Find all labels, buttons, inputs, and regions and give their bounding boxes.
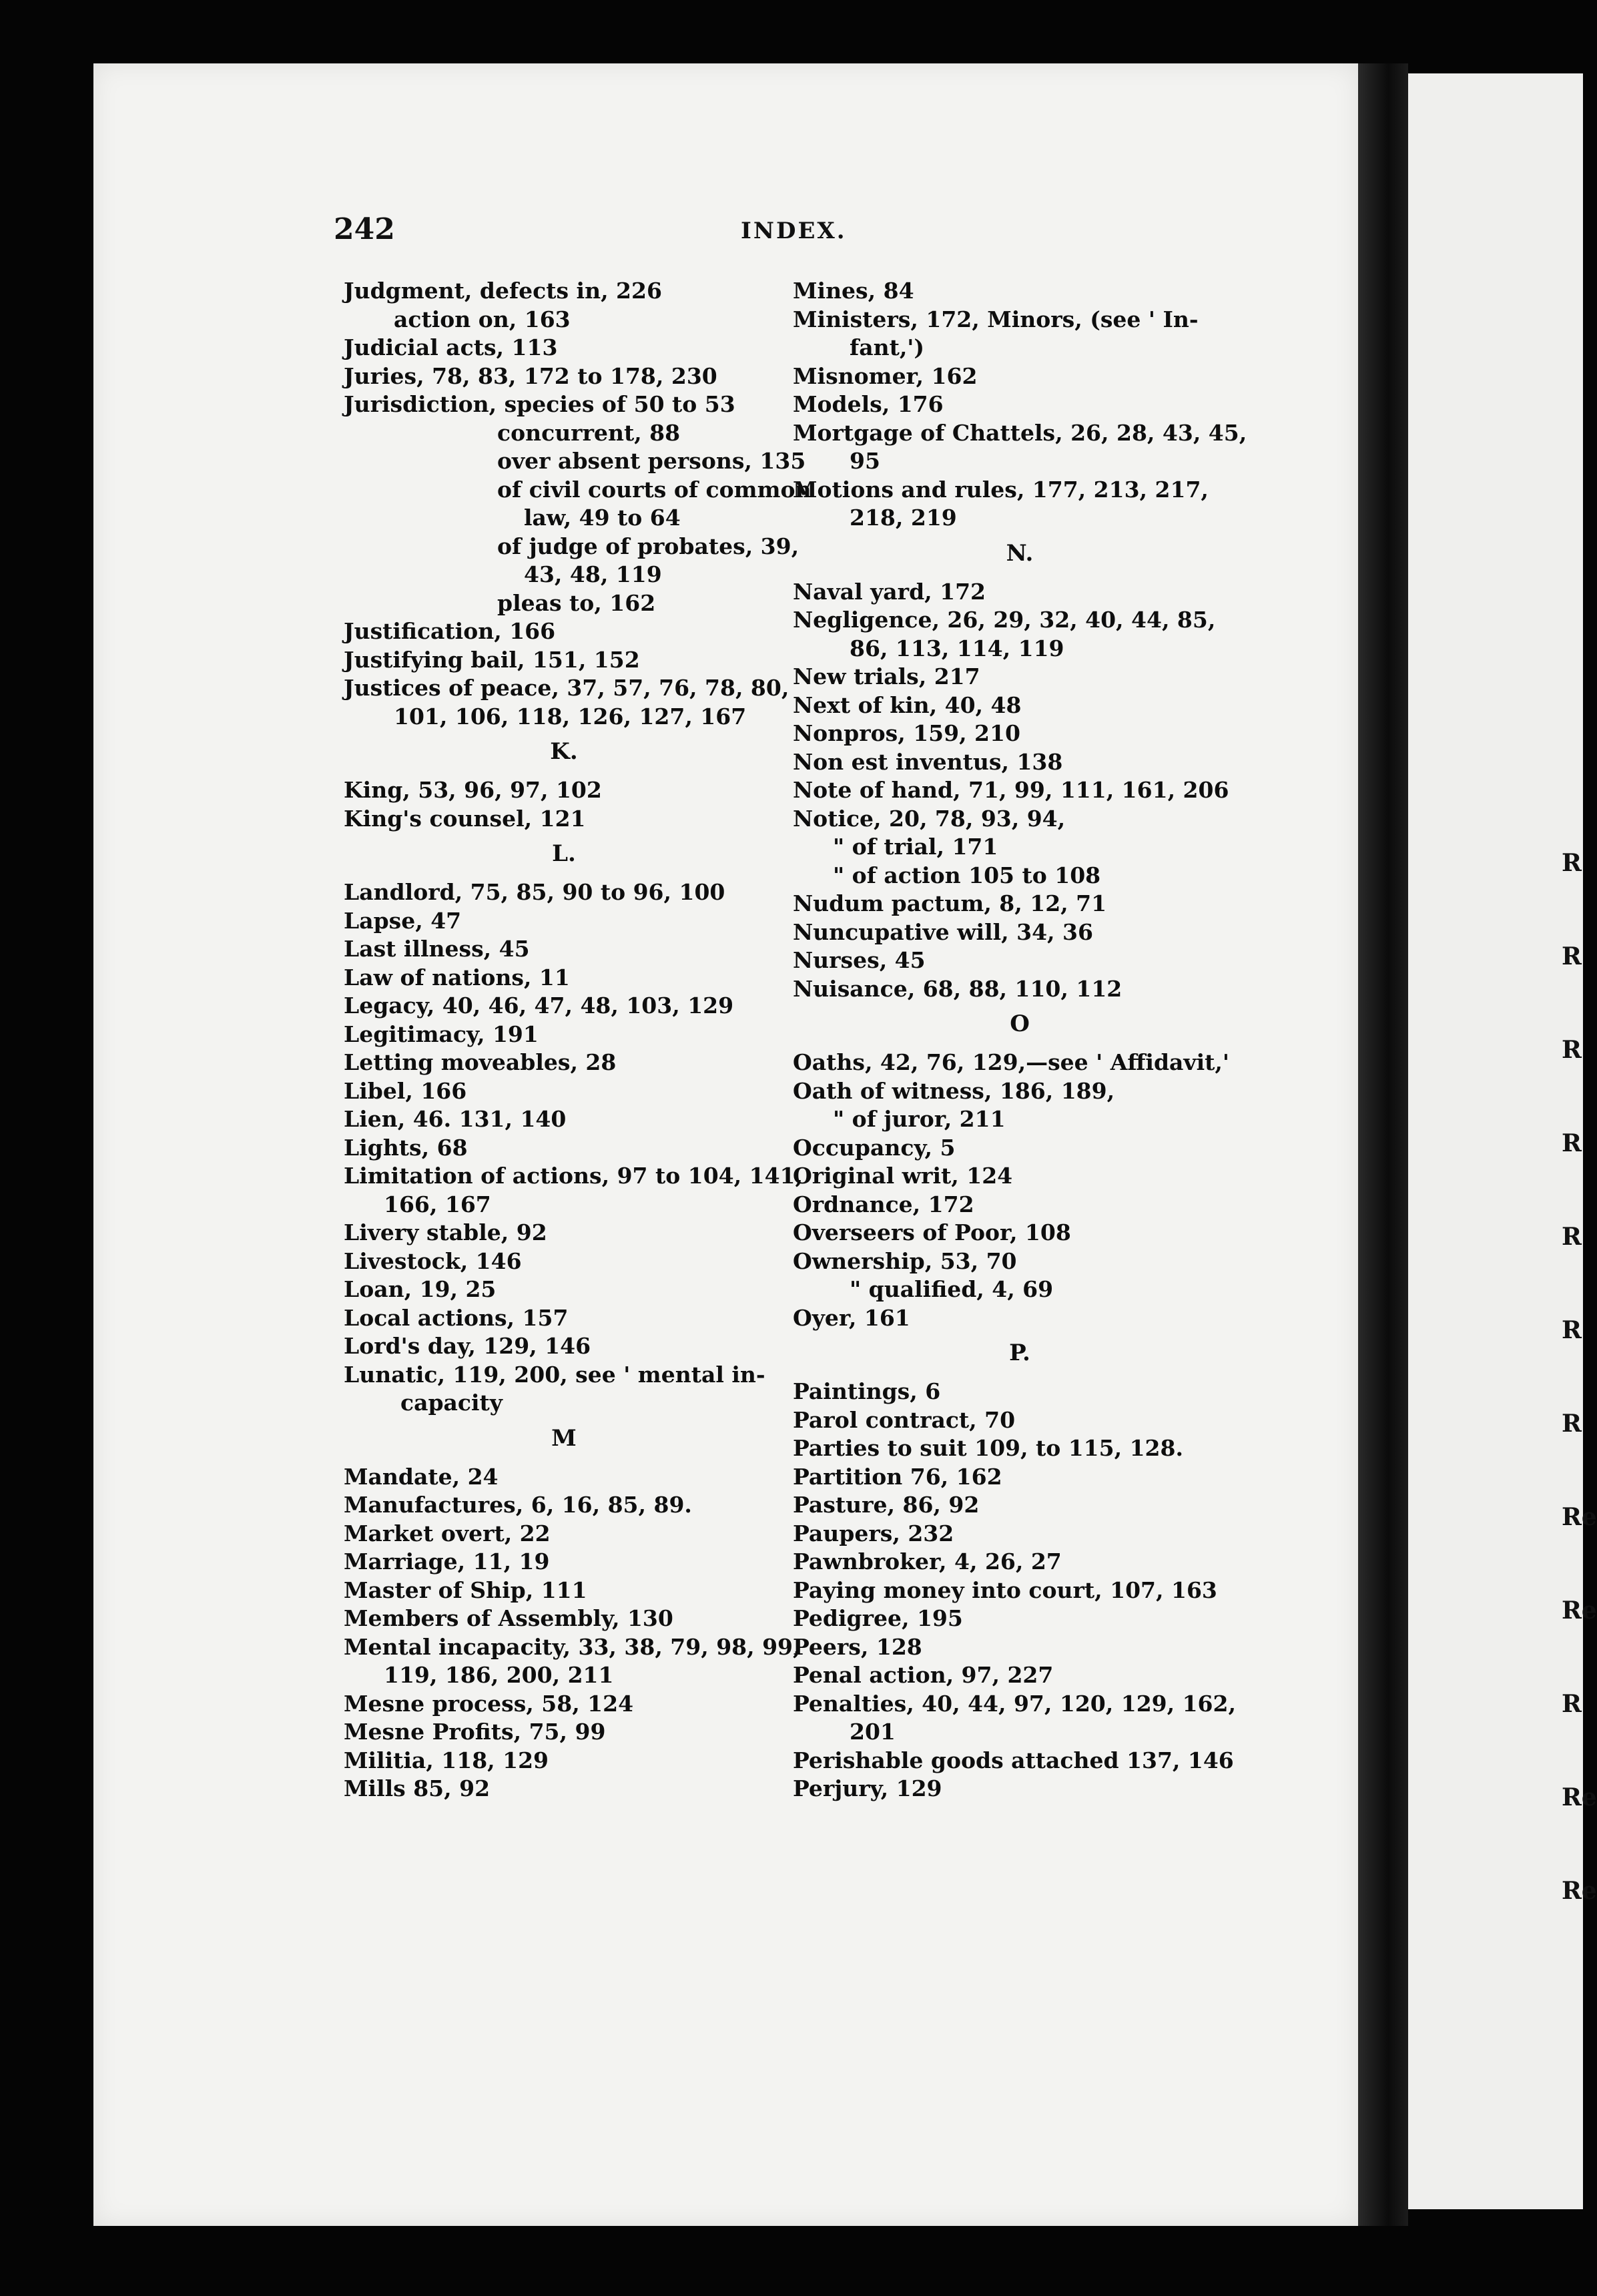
index-entry: Penal action, 97, 227	[793, 1662, 1054, 1688]
index-entry: Original writ, 124	[793, 1163, 1013, 1189]
index-subentry: 101, 106, 118, 126, 127, 167	[394, 703, 747, 730]
index-entry: New trials, 217	[793, 663, 980, 689]
index-entry: Notice, 20, 78, 93, 94,	[793, 805, 1066, 832]
index-subentry: 43, 48, 119	[524, 561, 662, 587]
index-subentry: law, 49 to 64	[524, 505, 681, 531]
index-entry: Members of Assembly, 130	[344, 1605, 673, 1631]
index-entry: Overseers of Poor, 108	[793, 1219, 1071, 1245]
index-entry: Last illness, 45	[344, 936, 530, 962]
index-entry: Lights, 68	[344, 1134, 468, 1161]
index-entry: Law of nations, 11	[344, 964, 570, 990]
index-subentry: concurrent, 88	[497, 419, 681, 446]
index-entry: Peers, 128	[793, 1633, 922, 1660]
index-entry: Non est inventus, 138	[793, 748, 1063, 775]
index-column-left	[344, 277, 812, 1803]
index-entry: Penalties, 40, 44, 97, 120, 129, 162,	[793, 1690, 1236, 1717]
index-entry: Mental incapacity, 33, 38, 79, 98, 99,	[344, 1633, 801, 1660]
index-entry: Manufactures, 6, 16, 85, 89.	[344, 1492, 692, 1518]
index-entry: Models, 176	[793, 391, 944, 417]
facing-page-letter: Re	[1562, 1597, 1597, 1625]
index-entry: Justification, 166	[344, 618, 556, 644]
index-entry: Livestock, 146	[344, 1247, 522, 1274]
index-entry: King, 53, 96, 97, 102	[344, 777, 602, 803]
index-entry: Ministers, 172, Minors, (see ' In-	[793, 306, 1199, 332]
section-letter-heading: O	[1010, 1011, 1030, 1037]
facing-page-fragments	[1562, 848, 1597, 2049]
index-entry: Paintings, 6	[793, 1378, 941, 1404]
index-entry: Perjury, 129	[793, 1775, 942, 1801]
index-entry: Justices of peace, 37, 57, 76, 78, 80,	[344, 675, 789, 701]
index-entry: Lapse, 47	[344, 907, 462, 934]
index-subentry: 218, 219	[850, 505, 957, 531]
index-entry: Nuisance, 68, 88, 110, 112	[793, 975, 1123, 1002]
index-entry: Mills 85, 92	[344, 1775, 491, 1801]
facing-page-letter: R	[1562, 1690, 1582, 1718]
index-entry: Paying money into court, 107, 163	[793, 1576, 1217, 1603]
index-subentry: 166, 167	[384, 1191, 491, 1217]
index-entry: Judgment, defects in, 226	[344, 278, 662, 304]
index-entry: Oath of witness, 186, 189,	[793, 1077, 1115, 1104]
index-subentry: " of action 105 to 108	[833, 862, 1101, 888]
index-entry: Mesne process, 58, 124	[344, 1690, 634, 1717]
index-entry: Parties to suit 109, to 115, 128.	[793, 1435, 1183, 1461]
index-subentry: fant,')	[850, 334, 925, 360]
section-letter-heading: K.	[550, 738, 578, 765]
index-subentry: action on, 163	[394, 306, 571, 332]
section-letter-heading: L.	[552, 840, 576, 867]
index-entry: Master of Ship, 111	[344, 1576, 587, 1603]
facing-page-letter: R	[1562, 1129, 1582, 1157]
index-entry: Landlord, 75, 85, 90 to 96, 100	[344, 879, 725, 905]
index-entry: Nonpros, 159, 210	[793, 720, 1020, 746]
index-entry: Motions and rules, 177, 213, 217,	[793, 476, 1209, 503]
index-entry: Nudum pactum, 8, 12, 71	[793, 890, 1107, 916]
index-entry: Mesne Profits, 75, 99	[344, 1719, 606, 1745]
index-entry: Marriage, 11, 19	[344, 1548, 550, 1574]
index-subentry: 95	[850, 448, 880, 474]
index-entry: Nurses, 45	[793, 947, 926, 973]
index-entry: King's counsel, 121	[344, 805, 586, 832]
facing-page-letter: Re	[1562, 1877, 1597, 1905]
index-entry: Pedigree, 195	[793, 1605, 963, 1631]
index-entry: Local actions, 157	[344, 1304, 569, 1331]
facing-page-letter: R	[1562, 942, 1582, 970]
section-letter-heading: N.	[1006, 539, 1034, 567]
facing-page-letter: R	[1562, 849, 1582, 877]
index-subentry: 119, 186, 200, 211	[384, 1662, 614, 1688]
section-letter-heading: P.	[1009, 1340, 1030, 1366]
page-number: 242	[334, 212, 395, 246]
facing-page-letter: R	[1562, 1316, 1582, 1344]
index-entry: Next of kin, 40, 48	[793, 691, 1022, 718]
section-letter-heading: M	[551, 1424, 577, 1452]
index-entry: Negligence, 26, 29, 32, 40, 44, 85,	[793, 607, 1216, 633]
index-entry: Legitimacy, 191	[344, 1021, 539, 1047]
index-entry: Livery stable, 92	[344, 1219, 547, 1245]
index-entry: Pawnbroker, 4, 26, 27	[793, 1548, 1062, 1574]
index-entry: Oyer, 161	[793, 1304, 910, 1331]
book-gutter	[1358, 63, 1408, 2226]
index-entry: Mandate, 24	[344, 1463, 499, 1490]
facing-page-letter: R	[1562, 1036, 1582, 1064]
index-entry: Partition 76, 162	[793, 1463, 1002, 1490]
facing-page-edge	[1408, 73, 1597, 2209]
index-entry: Nuncupative will, 34, 36	[793, 918, 1093, 945]
index-entry: Loan, 19, 25	[344, 1276, 497, 1302]
index-subentry: of civil courts of common	[497, 476, 812, 503]
index-entry: Legacy, 40, 46, 47, 48, 103, 129	[344, 992, 734, 1019]
index-entry: Paupers, 232	[793, 1520, 954, 1546]
index-entry: Perishable goods attached 137, 146	[793, 1747, 1234, 1773]
facing-page-letter: Re	[1562, 1503, 1597, 1531]
facing-page-letter: Re	[1562, 1783, 1597, 1811]
index-subentry: 86, 113, 114, 119	[850, 635, 1064, 661]
index-entry: Justifying bail, 151, 152	[344, 646, 640, 673]
index-entry: Lunatic, 119, 200, see ' mental in-	[344, 1361, 765, 1388]
index-entry: Market overt, 22	[344, 1520, 551, 1546]
index-entry: Parol contract, 70	[793, 1406, 1016, 1433]
facing-page-letter: R	[1562, 1410, 1582, 1438]
index-entry: Letting moveables, 28	[344, 1049, 617, 1075]
index-column-right	[793, 277, 1247, 1803]
index-entry: Oaths, 42, 76, 129,—see ' Affidavit,'	[793, 1049, 1229, 1075]
index-entry: Lord's day, 129, 146	[344, 1333, 591, 1359]
index-entry: Limitation of actions, 97 to 104, 141,	[344, 1163, 803, 1189]
index-entry: Pasture, 86, 92	[793, 1492, 980, 1518]
index-subentry: over absent persons, 135	[497, 448, 806, 474]
index-subentry: " of trial, 171	[833, 834, 998, 860]
index-subentry: of judge of probates, 39,	[497, 533, 800, 559]
index-entry: Militia, 118, 129	[344, 1747, 549, 1773]
index-entry: Naval yard, 172	[793, 578, 986, 605]
index-entry: Occupancy, 5	[793, 1134, 956, 1161]
index-entry: Lien, 46. 131, 140	[344, 1106, 567, 1132]
index-entry: Mortgage of Chattels, 26, 28, 43, 45,	[793, 419, 1247, 446]
index-entry: Libel, 166	[344, 1077, 467, 1104]
index-entry: Mines, 84	[793, 278, 914, 304]
index-entry: Jurisdiction, species of 50 to 53	[344, 391, 735, 417]
index-entry: Ownership, 53, 70	[793, 1247, 1017, 1274]
index-subentry: " of juror, 211	[833, 1106, 1006, 1132]
index-subentry: " qualified, 4, 69	[850, 1276, 1054, 1302]
index-entry: Note of hand, 71, 99, 111, 161, 206	[793, 777, 1229, 803]
index-entry: Ordnance, 172	[793, 1191, 974, 1217]
index-subentry: capacity	[400, 1390, 503, 1416]
index-subentry: pleas to, 162	[497, 589, 656, 616]
running-head: INDEX.	[741, 218, 847, 244]
index-entry: Juries, 78, 83, 172 to 178, 230	[344, 362, 717, 389]
index-entry: Misnomer, 162	[793, 362, 978, 389]
facing-page-letter: R	[1562, 1223, 1582, 1251]
index-subentry: 201	[850, 1719, 896, 1745]
index-entry: Judicial acts, 113	[344, 334, 558, 360]
